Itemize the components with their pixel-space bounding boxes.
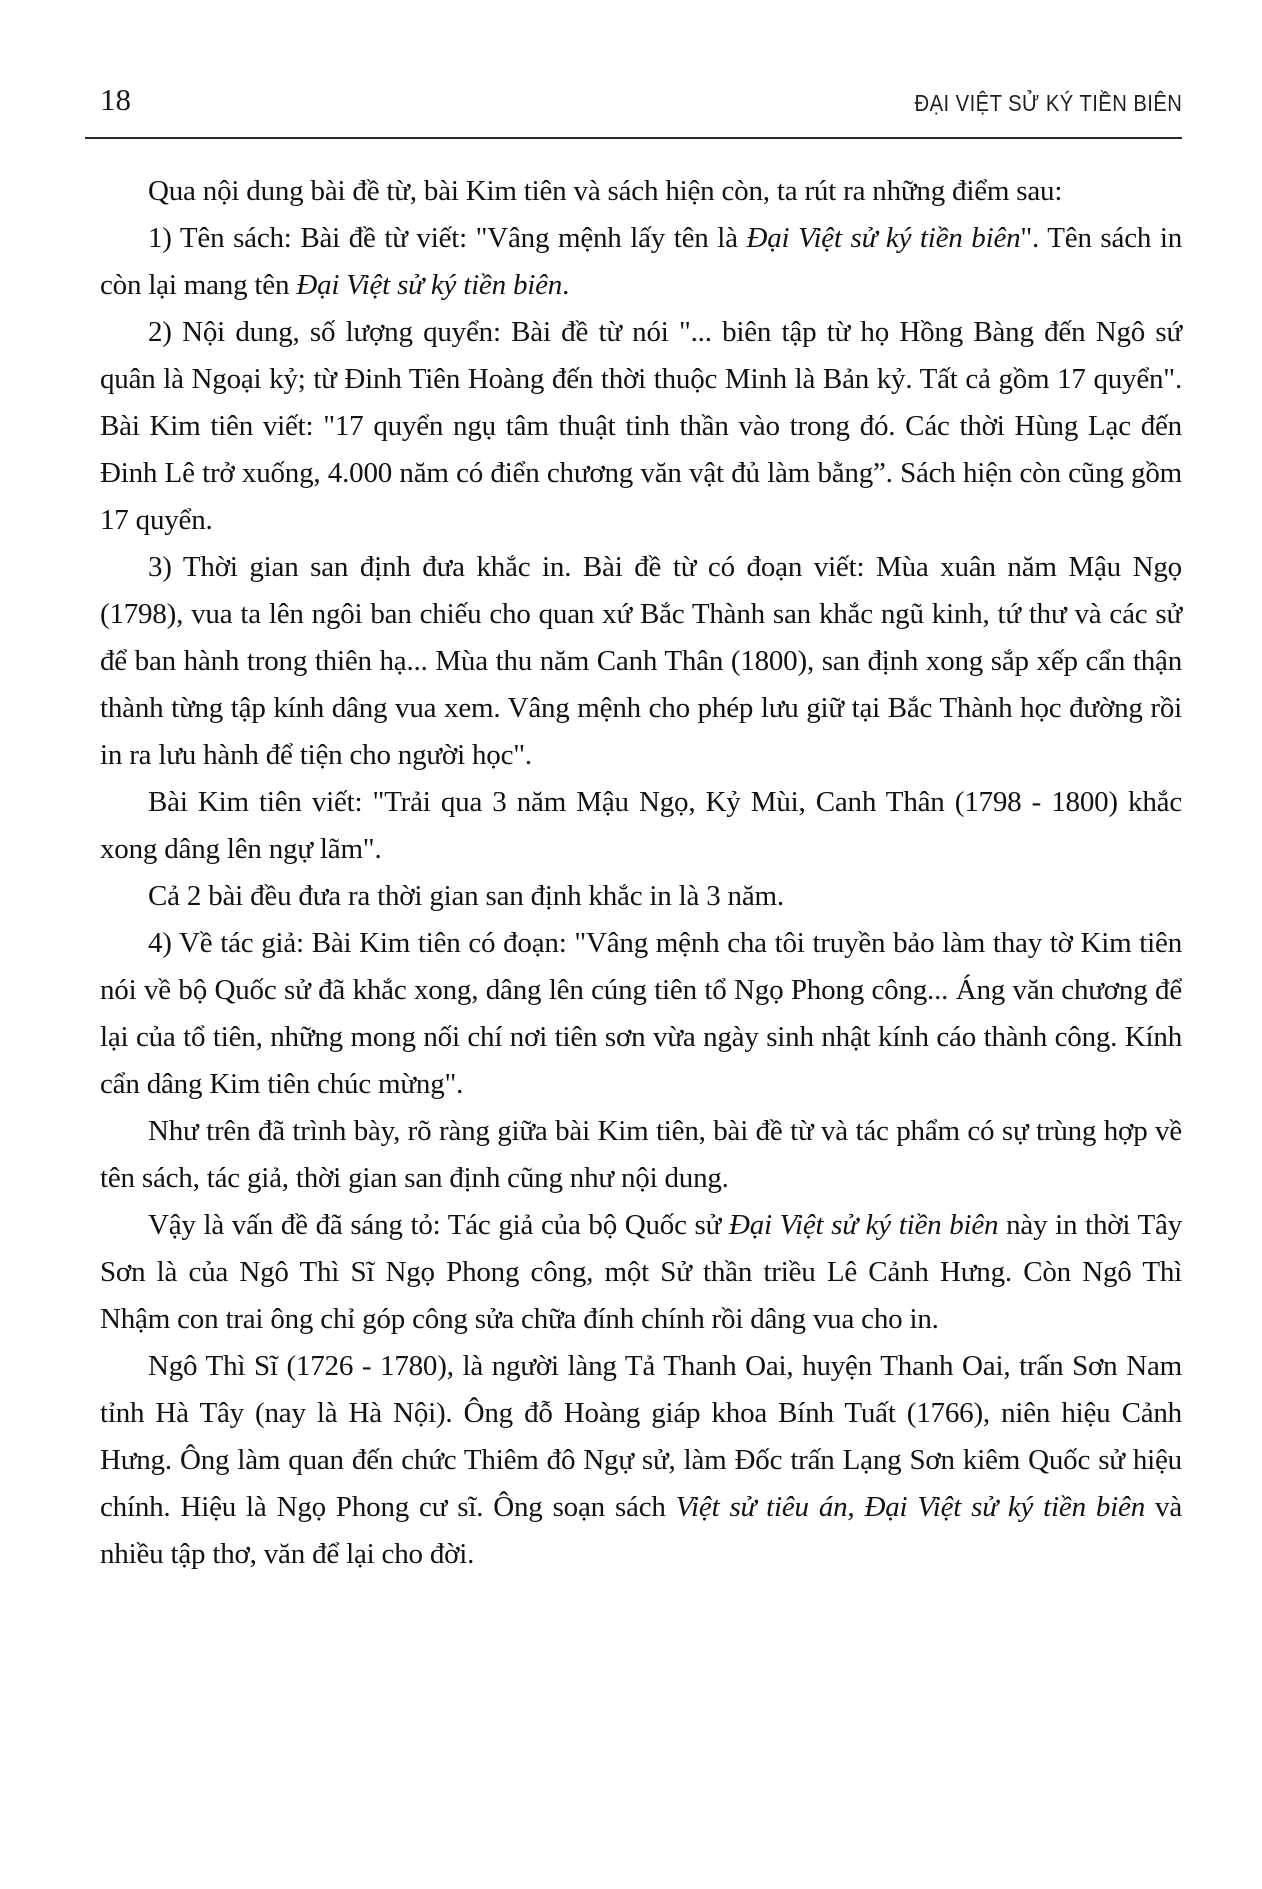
paragraph-4	[100, 544, 1182, 779]
text-segment: Như trên đã trình bày, rõ ràng giữa bài Kim tiên, bài đề từ và tác phẩm có sự trùng hợp về tên sách, tác giả, thời gian san định cũng như nội dung.	[100, 1115, 1182, 1194]
text-segment: Cả 2 bài đều đưa ra thời gian san định khắc in là 3 năm.	[148, 880, 784, 912]
text-segment: 2) Nội dung, số lượng quyển: Bài đề từ nói "... biên tập từ họ Hồng Bàng đến Ngô sứ quân là Ngoại kỷ; từ Đinh Tiên Hoàng đến thời thuộc Minh là Bản kỷ. Tất cả gồm 17 quyển". Bài Kim tiên viết: "17 quyển ngụ tâm thuật tinh thần vào trong đó. Các thời Hùng Lạc đến Đinh Lê trở xuống, 4.000 năm có điển chương văn vật đủ làm bằng”. Sách hiện còn cũng gồm 17 quyển.	[100, 316, 1182, 536]
paragraph-6	[100, 873, 1182, 920]
text-segment-italic: Đại Việt sử ký tiền biên	[728, 1209, 999, 1241]
text-segment: 1) Tên sách: Bài đề từ viết: "Vâng mệnh lấy tên là	[148, 222, 747, 254]
paragraph-2	[100, 215, 1182, 309]
page-number: 18	[100, 82, 131, 117]
text-segment: 3) Thời gian san định đưa khắc in. Bài đề từ có đoạn viết: Mùa xuân năm Mậu Ngọ (1798), vua ta lên ngôi ban chiếu cho quan xứ Bắc Thành san khắc ngũ kinh, tứ thư và các sử để ban hành trong thiên hạ... Mùa thu năm Canh Thân (1800), san định xong sắp xếp cẩn thận thành từng tập kính dâng vua xem. Vâng mệnh cho phép lưu giữ tại Bắc Thành học đường rồi in ra lưu hành để tiện cho người học".	[100, 551, 1182, 771]
text-segment: Ngô Thì Sĩ (1726 - 1780), là người làng Tả Thanh Oai, huyện Thanh Oai, trấn Sơn Nam tỉnh Hà Tây (nay là Hà Nội). Ông đỗ Hoàng giáp khoa Bính Tuất (1766), niên hiệu Cảnh Hưng. Ông làm quan đến chức Thiêm đô Ngự sử, làm Đốc trấn Lạng Sơn kiêm Quốc sử hiệu chính. Hiệu là Ngọ Phong cư sĩ. Ông soạn sách	[100, 1350, 1182, 1523]
text-segment: 4) Về tác giả: Bài Kim tiên có đoạn: "Vâng mệnh cha tôi truyền bảo làm thay tờ Kim tiên nói về bộ Quốc sử đã khắc xong, dâng lên cúng tiên tổ Ngọ Phong công... Áng văn chương để lại của tổ tiên, những mong nối chí nơi tiên sơn vừa ngày sinh nhật kính cáo thành công. Kính cẩn dâng Kim tiên chúc mừng".	[100, 927, 1182, 1100]
text-segment: này in thời Tây Sơn là của Ngô Thì Sĩ Ngọ Phong công, một Sử thần triều Lê Cảnh Hưng. Còn Ngô Thì Nhậm con trai ông chỉ góp công sửa chữa đính chính rồi dâng vua cho in.	[100, 1209, 1182, 1335]
text-segment-italic: Đại Việt sử ký tiền biên	[746, 222, 1021, 254]
paragraph-1	[100, 168, 1182, 215]
text-segment: Vậy là vấn đề đã sáng tỏ: Tác giả của bộ Quốc sử	[148, 1209, 729, 1241]
page-header	[100, 84, 1182, 115]
text-segment: Qua nội dung bài đề từ, bài Kim tiên và sách hiện còn, ta rút ra những điểm sau:	[148, 175, 1063, 207]
text-segment: Bài Kim tiên viết: "Trải qua 3 năm Mậu Ngọ, Kỷ Mùi, Canh Thân (1798 - 1800) khắc xong dâng lên ngự lãm".	[100, 786, 1182, 865]
running-title: ĐẠI VIỆT SỬ KÝ TIỀN BIÊN	[914, 90, 1182, 116]
paragraph-10	[100, 1343, 1182, 1578]
header-rule	[85, 137, 1182, 139]
page-body-text	[100, 168, 1182, 1578]
text-segment: và nhiều tập thơ, văn để lại cho đời.	[100, 1491, 1182, 1570]
text-segment: .	[562, 269, 570, 301]
paragraph-3	[100, 309, 1182, 544]
text-segment-italic: Đại Việt sử ký tiền biên	[296, 269, 563, 301]
text-segment: ". Tên sách in còn lại mang tên	[100, 222, 1182, 301]
paragraph-9	[100, 1202, 1182, 1343]
paragraph-7	[100, 920, 1182, 1108]
text-segment-italic: Việt sử tiêu án, Đại Việt sử ký tiền biên	[675, 1491, 1146, 1523]
paragraph-8	[100, 1108, 1182, 1202]
paragraph-5	[100, 779, 1182, 873]
